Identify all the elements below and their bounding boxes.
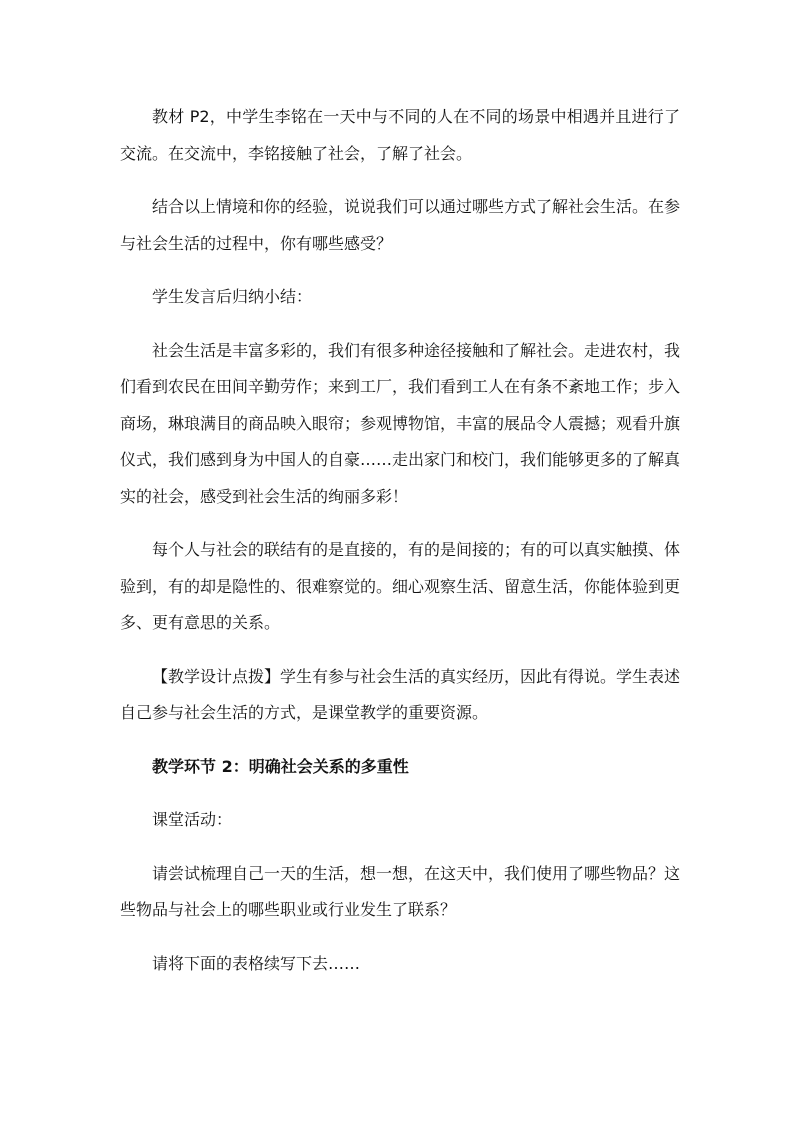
paragraph-discussion-question: 结合以上情境和你的经验，说说我们可以通过哪些方式了解社会生活。在参与社会生活的过程中，你有哪些感受？	[120, 197, 681, 253]
paragraph-social-connections: 每个人与社会的联结有的是直接的，有的是间接的；有的可以真实触摸、体验到，有的却是隐性的、很难察觉的。细心观察生活、留意生活，你能体验到更多、更有意思的关系。	[120, 540, 681, 632]
activity-label: 课堂活动：	[152, 810, 233, 829]
document-body	[120, 99, 680, 999]
paragraph-social-life-summary: 社会生活是丰富多彩的，我们有很多种途径接触和了解社会。走进农村，我们看到农民在田间辛勤劳作；来到工厂，我们看到工人在有条不紊地工作；步入商场，琳琅满目的商品映入眼帘；参观博物馆，丰富的展品令人震撼；观看升旗仪式，我们感到身为中国人的自豪……走出家门和校门，我们能够更多的了解真实的社会，感受到社会生活的绚丽多彩！	[120, 340, 681, 506]
paragraph-textbook-scenario: 教材 P2，中学生李铭在一天中与不同的人在不同的场景中相遇并且进行了交流。在交流中，李铭接触了社会，了解了社会。	[120, 107, 680, 163]
paragraph-design-tip: 【教学设计点拨】学生有参与社会生活的真实经历，因此有得说。学生表述自己参与社会生活的方式，是课堂教学的重要资源。	[120, 666, 681, 722]
paragraph-summary-label: 学生发言后归纳小结：	[152, 287, 313, 306]
paragraph-activity-prompt: 请尝试梳理自己一天的生活，想一想，在这天中，我们使用了哪些物品？这些物品与社会上的哪些职业或行业发生了联系？	[120, 863, 681, 919]
paragraph-table-instruction: 请将下面的表格续写下去……	[152, 953, 361, 973]
section-heading: 教学环节 2：明确社会关系的多重性	[152, 756, 409, 776]
